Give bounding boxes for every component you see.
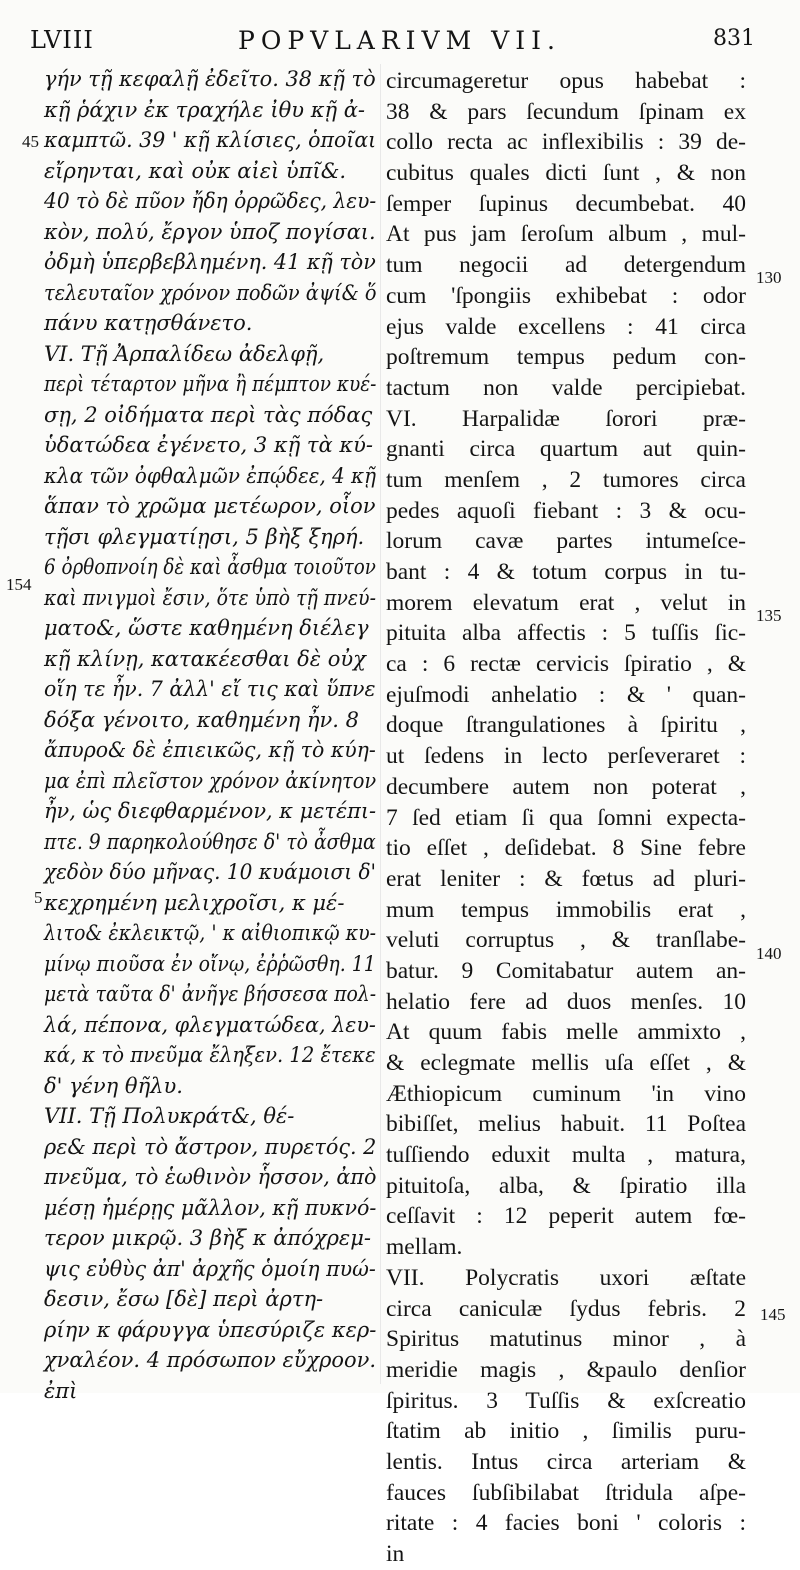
greek-text-line: χναλέον. 4 πρόσωπον εὔχροον. <box>44 1348 377 1372</box>
latin-text-line: meridie magis , &paulo denſior <box>386 1356 746 1383</box>
greek-text-line: ἐπὶ <box>44 1378 78 1403</box>
latin-text-line: ut ſedens in lecto perſeveraret : <box>386 743 746 770</box>
latin-text-line: & eclegmate mellis uſa eſſet , & <box>386 1050 746 1076</box>
greek-text-line: πτε. 9 παρηκολούθησε δ' τὸ ἆσθμα <box>44 829 376 854</box>
greek-text-line: πάνυ κατῃσθάνετο. <box>44 311 253 335</box>
latin-text-line: fauces ſubſibilabat ſtridula aſpe- <box>386 1479 746 1506</box>
greek-text-line: δ' γένη θῆλυ. <box>44 1073 183 1098</box>
latin-text-line: veluti corruptus , & tranſlabe- <box>386 927 746 954</box>
latin-text-column <box>386 66 746 1570</box>
latin-text-line: tum menſem , 2 tumores circa <box>386 466 746 493</box>
latin-text-line: poſtremum tempus pedum con- <box>386 344 746 371</box>
greek-text-line: κεχρημένη μελιχροῖσι, κ μέ- <box>44 890 345 915</box>
latin-text-line: gnanti circa quartum aut quin- <box>386 436 746 463</box>
margin-number-45: 45 <box>22 132 39 151</box>
latin-text-line: collo recta ac inflexibilis : 39 de- <box>386 129 746 156</box>
latin-text-line: decumbere autem non poterat , <box>386 773 746 800</box>
latin-text-line: cubitus quales dicti ſunt , & non <box>386 160 746 187</box>
latin-text-line: ejuſmodi anhelatio : & ' quan- <box>386 681 746 708</box>
latin-text-line: VII. Polycratis uxori æſtate <box>386 1264 746 1291</box>
greek-text-line: ἦν, ὡς διεφθαρμένον, κ μετέπι- <box>44 799 377 823</box>
greek-text-line: σῃ, 2 οἰδήματα περὶ τὰς πόδας <box>44 402 373 427</box>
latin-text-line: bant : 4 & totum corpus in tu- <box>386 559 746 585</box>
greek-text-line: 40 τὸ δὲ πῦον ἤδη ὀρρῶδες, λευ- <box>44 189 377 213</box>
latin-text-line: batur. 9 Comitabatur autem an- <box>386 957 746 984</box>
greek-text-line: ρε& περὶ τὸ ἄστρον, πυρετός. 2 <box>44 1134 377 1159</box>
greek-text-line: κῇ ῥάχιν ἐκ τραχήλε ἰθυ κῇ ἀ- <box>44 97 365 122</box>
greek-text-line: κὸν, πολύ, ἔργον ὑποζ πογίσαι. <box>44 219 376 244</box>
latin-text-line: cum 'ſpongiis exhibebat : odor <box>386 282 746 309</box>
greek-text-line: ἅπαν τὸ χρῶμα μετέωρον, οἷον <box>44 494 376 518</box>
column-gutter <box>380 64 381 1384</box>
latin-text-line: ſemper ſupinus decumbebat. 40 <box>386 190 746 217</box>
header-section-number: LVIII <box>30 26 94 54</box>
latin-text-line: in <box>386 1541 405 1568</box>
greek-text-line: δεσιν, ἔσω [δὲ] περὶ ἀρτη- <box>44 1287 324 1311</box>
greek-text-line: τῇσι φλεγματίῃσι, 5 βὴξ ξηρή. <box>44 524 365 549</box>
greek-text-line: VI. Τῇ Ἀρπαλίδεω ἀδελφῇ, <box>44 341 325 366</box>
greek-text-line: κά, κ τὸ πνεῦμα ἔληξεν. 12 ἔτεκε <box>44 1043 376 1067</box>
margin-number-145: 145 <box>760 1305 786 1324</box>
margin-number-135: 135 <box>756 606 782 625</box>
latin-text-line: VI. Harpalidæ ſorori præ- <box>386 405 746 432</box>
latin-text-line: ſtatim ab initio , ſimilis puru- <box>386 1418 746 1445</box>
greek-text-line: ὑδατώδεα ἐγένετο, 3 κῇ τὰ κύ- <box>44 433 374 457</box>
greek-text-line: καὶ πνιγμοὶ ἔσιν, ὅτε ὑπὸ τῇ πνεύ- <box>44 585 376 610</box>
greek-text-line: εἴρηνται, καὶ οὐκ αἰεὶ ὑπῖ&. <box>44 158 347 183</box>
latin-text-line: 7 ſed etiam ſi qua ſomni expecta- <box>386 804 746 831</box>
margin-number-154: 154 <box>6 575 32 594</box>
latin-text-line: lorum cavæ partes intumeſce- <box>386 528 746 555</box>
latin-text-line: tactum non valde percipiebat. <box>386 374 746 401</box>
header-page-number: 831 <box>713 26 755 51</box>
greek-text-line: μετὰ ταῦτα δ' ἀνῆγε βήσσεσα πολ- <box>44 982 377 1006</box>
latin-text-line: mellam. <box>386 1234 463 1261</box>
greek-text-line: καμπτῶ. 39 ' κῇ κλίσιες, ὁποῖαι <box>44 128 377 152</box>
latin-text-line: ca : 6 rectæ cervicis ſpiratio , & <box>386 651 746 678</box>
greek-text-line: VII. Τῇ Πολυκράτ&, θέ- <box>44 1104 295 1128</box>
latin-text-line: At pus jam ſeroſum album , mul- <box>386 221 746 248</box>
greek-text-line: χεδὸν δύο μῆνας. 10 κυάμοισι δ' <box>44 860 377 884</box>
latin-text-line: erat leniter : & fœtus ad pluri- <box>386 865 746 892</box>
running-header <box>0 26 800 62</box>
greek-text-line: κλα τῶν ὀφθαλμῶν ἐπῴδεε, 4 κῇ <box>44 463 376 488</box>
latin-text-line: At quum fabis melle ammixto , <box>386 1019 746 1046</box>
greek-text-line: περὶ τέταρτον μῆνα ἢ πέμπτον κυέ- <box>44 372 377 396</box>
latin-text-line: bibiſſet, melius habuit. 11 Poſtea <box>386 1111 746 1138</box>
greek-text-line: κῇ κλίνῃ, κατακέεσθαι δὲ οὐχ <box>44 646 366 671</box>
latin-text-line: tum negocii ad detergendum <box>386 252 746 279</box>
latin-text-line: circumageretur opus habebat : <box>386 68 746 94</box>
latin-text-line: tuſſiendo eduxit multa , matura, <box>386 1142 746 1169</box>
header-title: POPVLARIVM VII. <box>238 26 561 55</box>
latin-text-line: tio eſſet , deſidebat. 8 Sine febre <box>386 835 746 862</box>
latin-text-line: lentis. Intus circa arteriam & <box>386 1448 746 1475</box>
latin-text-line: morem elevatum erat , velut in <box>386 589 746 616</box>
greek-text-line: οἵη τε ἦν. 7 ἀλλ' εἴ τις καὶ ὕπνε <box>44 677 376 701</box>
latin-text-line: doque ſtrangulationes à ſpiritu , <box>386 712 746 739</box>
greek-text-line: ματο&, ὥστε καθημένη διέλεγ <box>44 616 369 640</box>
greek-text-line: τερον μικρῷ. 3 βὴξ κ ἀπόχρεμ- <box>44 1226 371 1250</box>
greek-text-line: μα ἐπὶ πλεῖστον χρόνον ἀκίνητον <box>44 768 377 793</box>
latin-text-line: 38 & pars ſecundum ſpinam ex <box>386 98 746 125</box>
margin-number-140: 140 <box>756 944 782 963</box>
greek-text-line: δόξα γένοιτο, καθημένη ἦν. 8 <box>44 707 359 732</box>
latin-text-line: pituita alba affectis : 5 tuſſis ſic- <box>386 620 746 647</box>
greek-text-line: μέσῃ ἡμέρῃς μᾶλλον, κῇ πυκνό- <box>44 1195 377 1220</box>
latin-text-line: Æthiopicum cuminum 'in vino <box>386 1080 746 1107</box>
latin-text-line: Spiritus matutinus minor , à <box>386 1326 746 1353</box>
latin-text-line: pedes aquoſi fiebant : 3 & ocu- <box>386 497 746 524</box>
greek-text-line: γήν τῇ κεφαλῇ ἐδεῖτο. 38 κῇ τὸ <box>44 67 376 91</box>
greek-text-line: ὀδμὴ ὑπερβεβλημένη. 41 κῇ τὸν <box>44 250 376 274</box>
greek-text-column <box>44 64 376 1406</box>
latin-text-line: pituitoſa, alba, & ſpiratio illa <box>386 1172 746 1199</box>
greek-text-line: ἄπυρο& δὲ ἐπιεικῶς, κῇ τὸ κύη- <box>44 738 376 762</box>
greek-text-line: ψις εὐθὺς ἀπ' ἀρχῆς ὁμοίη πυώ- <box>44 1256 376 1281</box>
greek-text-line: τελευταῖον χρόνον ποδῶν ἀψί& ὅ <box>44 280 377 305</box>
greek-text-line: 6 ὀρθοπνοίη δὲ καὶ ἆσθμα τοιοῦτον <box>44 555 376 579</box>
latin-text-line: helatio fere ad duos menſes. 10 <box>386 988 746 1015</box>
latin-text-line: circa caniculæ ſydus febris. 2 <box>386 1295 746 1322</box>
latin-text-line: ejus valde excellens : 41 circa <box>386 313 746 340</box>
margin-number-5: 5 <box>34 888 43 907</box>
greek-text-line: λά, πέπονα, φλεγματώδεα, λευ- <box>44 1012 376 1037</box>
latin-text-line: mum tempus immobilis erat , <box>386 896 746 923</box>
greek-text-line: μίνῳ πιοῦσα ἐν οἴνῳ, ἐῤῥῶσθη. 11 <box>44 951 376 976</box>
greek-text-line: λιτο& ἐκλεικτῷ, ' κ αἰθιοπικῷ κυ- <box>44 921 377 945</box>
greek-text-line: πνεῦμα, τὸ ἑωθινὸν ἧσσον, ἀπὸ <box>44 1165 377 1189</box>
greek-text-line: ρίην κ φάρυγγα ὑπεσύριζε κερ- <box>44 1317 377 1342</box>
latin-text-line: ritate : 4 facies boni ' coloris : <box>386 1510 746 1537</box>
margin-number-130: 130 <box>756 268 782 287</box>
latin-text-line: ceſſavit : 12 peperit autem fœ- <box>386 1203 746 1230</box>
latin-text-line: ſpiritus. 3 Tuſſis & exſcreatio <box>386 1387 746 1414</box>
